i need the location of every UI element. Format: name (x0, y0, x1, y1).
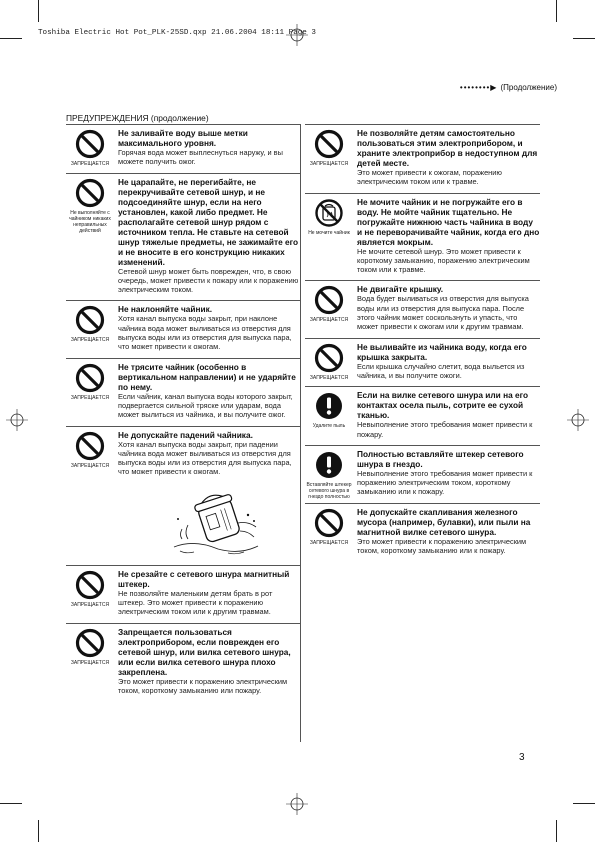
warning-text: Сетевой шнур может быть поврежден, что, в свою очередь, может привести к пожару или к поражению электрическим током. (118, 266, 299, 295)
warning-title: Если на вилке сетевого шнура или на его контактах осела пыль, сотрите ее сухой тканью. (357, 390, 529, 421)
warning-entry (305, 503, 540, 562)
warning-text: Это может привести к поражению электрическим током, короткому замыканию или к пожару. (357, 536, 527, 556)
crop-mark (38, 0, 39, 22)
icon-label: ЗАПРЕЩАЕТСЯ (309, 374, 349, 381)
crop-mark (573, 803, 595, 804)
warning-entry (305, 386, 540, 445)
warning-title: Не наклоняйте чайник. (118, 304, 213, 315)
icon-label: Вставляйте штекер сетевого шнура в гнездо полностью (306, 481, 352, 501)
warning-text: Невыполнение этого требования может привести к поражению электрическим током, короткому замыканию или к пожару. (357, 468, 533, 497)
left-column (66, 124, 301, 701)
continued-indicator (460, 83, 557, 92)
kettle-falling-illustration (168, 485, 264, 557)
icon-label: ЗАПРЕЩАЕТСЯ (309, 317, 349, 324)
warning-title: Не срезайте с сетевого шнура магнитный штекер. (118, 568, 290, 589)
icon-label: ЗАПРЕЩАЕТСЯ (70, 161, 110, 167)
registration-mark-icon (567, 409, 589, 431)
warning-title: Не трясите чайник (особенно в вертикальном направлении) и не ударяйте по нему. (118, 361, 296, 392)
warning-entry (305, 124, 540, 193)
warning-text: Не позволяйте маленьким детям брать в рот штекер. Это может привести к поражению электрическим током или к другим травмам. (118, 588, 273, 617)
no-wet-icon (305, 198, 353, 236)
warning-text: Если крышка случайно слетит, вода выльется из чайника, и вы получите ожоги. (357, 361, 525, 380)
icon-label: Не выполняйте с чайником никаких неправильных действий (69, 209, 111, 235)
warning-text: Вода будет выливаться из отверстия для выпуска воды или из отверстия для выпуска пара. После этого чайник может соскользнуть и упасть, что может привести к ожогам или к другим травмам. (357, 294, 529, 332)
warning-entry (305, 280, 540, 337)
icon-label: ЗАПРЕЩАЕТСЯ (309, 539, 349, 546)
warning-title: Не допускайте падений чайника. (118, 429, 253, 440)
icon-label: Удалите пыль (312, 423, 346, 430)
prohibition-icon (305, 508, 353, 546)
registration-mark-icon (286, 24, 308, 46)
warning-text: Горячая вода может выплеснуться наружу, и вы можете получить ожог. (118, 148, 283, 167)
warning-title: Не выливайте из чайника воду, когда его крышка закрыта. (357, 341, 527, 362)
warning-title: Не заливайте воду выше метки максимального уровня. (118, 128, 248, 148)
mandatory-icon (305, 391, 353, 429)
warning-title: Не двигайте крышку. (357, 284, 444, 295)
warning-text: Хотя канал выпуска воды закрыт, при падении чайника вода может выливаться из отверстия для выпуска воды или из отверстия для выпуска пара, что может привести к ожогам. (118, 439, 292, 477)
warning-text: Это может привести к поражению электрическим током, короткому замыканию или пожару. (118, 676, 288, 695)
print-slug: Toshiba Electric Hot Pot_PLK-25SD.qxp 21.06.2004 18:11 Page 3 (38, 29, 316, 37)
section-title: ПРЕДУПРЕЖДЕНИЯ (продолжение) (66, 113, 209, 123)
crop-mark (0, 38, 22, 39)
prohibition-icon (66, 628, 114, 666)
crop-mark (556, 0, 557, 22)
icon-label: ЗАПРЕЩАЕТСЯ (70, 337, 110, 344)
prohibition-icon (66, 178, 114, 235)
continued-label: (Продолжение) (500, 83, 557, 92)
warning-entry (66, 565, 301, 623)
warning-text: Это может привести к ожогам, поражению электрическим током или к травме. (357, 168, 502, 187)
warning-entry (66, 623, 301, 702)
warning-title: Полностью вставляйте штекер сетевого шнура в гнездо. (357, 448, 524, 469)
crop-mark (573, 38, 595, 39)
registration-mark-icon (6, 409, 28, 431)
warning-title: Не позволяйте детям самостоятельно пользоваться этим электроприбором, и храните электроприбор в недоступном для детей месте. (357, 128, 538, 168)
warning-text: Если чайник, канал выпуска воды которого закрыт, подвергается сильной тряске или ударам, вода может вылиться из чайника, и вы получите ожог. (118, 391, 293, 420)
prohibition-icon (66, 305, 114, 343)
warning-entry (66, 173, 301, 301)
right-column (305, 124, 540, 561)
crop-mark (38, 820, 39, 842)
prohibition-icon (66, 129, 114, 167)
mandatory-icon (305, 450, 353, 501)
warning-entry (305, 445, 540, 503)
warning-text: Хотя канал выпуска воды закрыт, при наклоне чайника вода может выливаться из отверстия для выпуска воды или из отверстия для выпуска пара, что может привести к ожогам. (118, 314, 292, 352)
icon-label: Не мочите чайник (308, 229, 350, 236)
icon-label: ЗАПРЕЩАЕТСЯ (70, 601, 110, 608)
warning-entry (66, 300, 301, 357)
warning-title: Не мочите чайник и не погружайте его в воду. Не мойте чайник тщательно. Не погружайте нижнюю часть чайника в воду и не переворачивайте чайник, когда его дно является мокрым. (357, 196, 540, 247)
warning-entry (66, 124, 301, 173)
warning-entry (305, 338, 540, 387)
registration-mark-icon (286, 793, 308, 815)
prohibition-icon (305, 343, 353, 381)
warning-title: Не царапайте, не перегибайте, не перекручивайте сетевой шнур, и не подсоединяйте шнур, если на него установлен, какой либо предмет. Не располагайте сетевой шнур рядом с источником тепла. Не ставьте на сетевой шнур тяжелые предметы, не зажимайте его и не вносите в его конструкцию никаких изменений. (118, 176, 299, 267)
icon-label: ЗАПРЕЩАЕТСЯ (309, 161, 349, 167)
icon-label: ЗАПРЕЩАЕТСЯ (70, 394, 110, 401)
icon-label: ЗАПРЕЩАЕТСЯ (70, 462, 110, 469)
warning-title: Не допускайте скапливания железного мусора (например, булавки), или пыли на магнитной вилке сетевого шнура. (357, 506, 531, 537)
warning-entry (305, 193, 540, 281)
warning-title: Запрещается пользоваться электроприбором, если поврежден его сетевой шнур, или вилка сетевого шнура, или если вилка сетевого шнура плохо закреплена. (118, 626, 291, 677)
dotted-arrow-icon: ••••••••▶ (459, 83, 498, 92)
warning-text: Невыполнение этого требования может привести к пожару. (357, 420, 533, 439)
warning-text: Не мочите сетевой шнур. Это может привести к короткому замыканию, поражению электрическим током или к травме. (357, 246, 530, 275)
crop-mark (556, 820, 557, 842)
prohibition-icon (305, 129, 353, 167)
icon-label: ЗАПРЕЩАЕТСЯ (70, 659, 110, 666)
warning-entry (66, 426, 301, 565)
prohibition-icon (66, 363, 114, 401)
warning-entry (66, 358, 301, 426)
prohibition-icon (66, 431, 114, 469)
page-number: 3 (519, 752, 525, 763)
crop-mark (0, 803, 22, 804)
prohibition-icon (66, 570, 114, 608)
prohibition-icon (305, 285, 353, 323)
